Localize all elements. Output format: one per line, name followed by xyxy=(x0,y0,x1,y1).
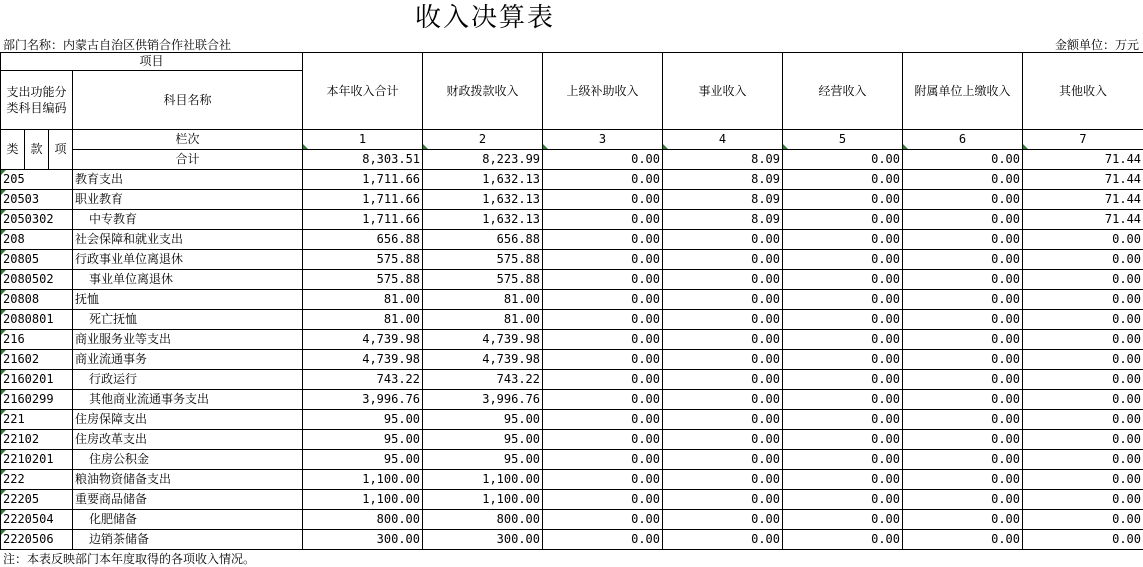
subject-code: 22102 xyxy=(1,430,73,450)
amount-cell: 0.00 xyxy=(543,350,663,370)
amount-cell: 0.00 xyxy=(663,530,783,550)
total-value: 0.00 xyxy=(903,150,1023,170)
total-label: 合计 xyxy=(73,150,303,170)
amount-cell: 1,632.13 xyxy=(423,210,543,230)
amount-cell: 0.00 xyxy=(783,290,903,310)
subject-name: 职业教育 xyxy=(73,190,303,210)
amount-cell: 0.00 xyxy=(783,490,903,510)
amount-cell: 0.00 xyxy=(783,230,903,250)
amount-cell: 800.00 xyxy=(303,510,423,530)
amount-cell: 656.88 xyxy=(423,230,543,250)
table-row xyxy=(1,350,1143,370)
subject-code: 221 xyxy=(1,410,73,430)
page-title: 收入决算表 xyxy=(0,0,970,36)
table-row xyxy=(1,310,1143,330)
amount-cell: 95.00 xyxy=(423,430,543,450)
subject-code: 2220504 xyxy=(1,510,73,530)
amount-cell: 0.00 xyxy=(903,510,1023,530)
amount-cell: 0.00 xyxy=(1023,270,1143,290)
amount-unit: 金额单位：万元 xyxy=(1055,37,1139,53)
amount-cell: 0.00 xyxy=(783,190,903,210)
amount-cell: 0.00 xyxy=(663,330,783,350)
amount-cell: 0.00 xyxy=(1023,370,1143,390)
amount-cell: 0.00 xyxy=(783,410,903,430)
col-number-6: 6 xyxy=(903,130,1023,150)
amount-cell: 1,632.13 xyxy=(423,190,543,210)
table-row xyxy=(1,230,1143,250)
amount-cell: 95.00 xyxy=(303,450,423,470)
table-row xyxy=(1,450,1143,470)
col-number-4: 4 xyxy=(663,130,783,150)
amount-cell: 575.88 xyxy=(423,270,543,290)
header-col-4: 事业收入 xyxy=(663,53,783,130)
table-row xyxy=(1,510,1143,530)
col-number-5: 5 xyxy=(783,130,903,150)
subject-code: 20805 xyxy=(1,250,73,270)
amount-cell: 0.00 xyxy=(543,490,663,510)
subject-code: 21602 xyxy=(1,350,73,370)
amount-cell: 0.00 xyxy=(1023,410,1143,430)
subject-name: 住房公积金 xyxy=(73,450,303,470)
amount-cell: 1,100.00 xyxy=(423,490,543,510)
amount-cell: 0.00 xyxy=(903,230,1023,250)
amount-cell: 81.00 xyxy=(303,290,423,310)
subject-name: 住房改革支出 xyxy=(73,430,303,450)
table-row xyxy=(1,530,1143,550)
amount-cell: 0.00 xyxy=(1023,310,1143,330)
amount-cell: 0.00 xyxy=(783,530,903,550)
amount-cell: 8.09 xyxy=(663,190,783,210)
table-row xyxy=(1,410,1143,430)
amount-cell: 0.00 xyxy=(903,170,1023,190)
subject-name: 教育支出 xyxy=(73,170,303,190)
subject-name: 商业服务业等支出 xyxy=(73,330,303,350)
amount-cell: 800.00 xyxy=(423,510,543,530)
amount-cell: 0.00 xyxy=(543,330,663,350)
amount-cell: 0.00 xyxy=(663,390,783,410)
subject-name: 行政事业单位离退休 xyxy=(73,250,303,270)
total-row xyxy=(1,150,1143,170)
table-row xyxy=(1,470,1143,490)
amount-cell: 95.00 xyxy=(303,430,423,450)
amount-cell: 0.00 xyxy=(1023,430,1143,450)
amount-cell: 0.00 xyxy=(903,430,1023,450)
amount-cell: 95.00 xyxy=(423,410,543,430)
amount-cell: 0.00 xyxy=(543,430,663,450)
amount-cell: 575.88 xyxy=(303,270,423,290)
amount-cell: 4,739.98 xyxy=(303,350,423,370)
amount-cell: 4,739.98 xyxy=(423,330,543,350)
subject-name: 死亡抚恤 xyxy=(73,310,303,330)
amount-cell: 4,739.98 xyxy=(423,350,543,370)
amount-cell: 0.00 xyxy=(1023,490,1143,510)
amount-cell: 0.00 xyxy=(903,270,1023,290)
amount-cell: 0.00 xyxy=(1023,330,1143,350)
subject-name: 化肥储备 xyxy=(73,510,303,530)
amount-cell: 0.00 xyxy=(543,270,663,290)
amount-cell: 0.00 xyxy=(663,270,783,290)
subject-code: 20808 xyxy=(1,290,73,310)
amount-cell: 0.00 xyxy=(903,370,1023,390)
amount-cell: 0.00 xyxy=(663,370,783,390)
table-row xyxy=(1,490,1143,510)
subject-code: 2160201 xyxy=(1,370,73,390)
amount-cell: 0.00 xyxy=(663,450,783,470)
amount-cell: 0.00 xyxy=(783,430,903,450)
amount-cell: 0.00 xyxy=(783,390,903,410)
amount-cell: 0.00 xyxy=(663,430,783,450)
col-number-1: 1 xyxy=(303,130,423,150)
amount-cell: 0.00 xyxy=(783,170,903,190)
amount-cell: 0.00 xyxy=(903,530,1023,550)
amount-cell: 0.00 xyxy=(543,470,663,490)
table-row xyxy=(1,290,1143,310)
amount-cell: 0.00 xyxy=(543,230,663,250)
amount-cell: 71.44 xyxy=(1023,210,1143,230)
amount-cell: 575.88 xyxy=(423,250,543,270)
amount-cell: 95.00 xyxy=(303,410,423,430)
header-col-1: 本年收入合计 xyxy=(303,53,423,130)
amount-cell: 0.00 xyxy=(543,450,663,470)
amount-cell: 656.88 xyxy=(303,230,423,250)
amount-cell: 0.00 xyxy=(543,390,663,410)
amount-cell: 71.44 xyxy=(1023,190,1143,210)
amount-cell: 1,100.00 xyxy=(303,490,423,510)
subject-code: 2080502 xyxy=(1,270,73,290)
subject-code: 2160299 xyxy=(1,390,73,410)
col-number-3: 3 xyxy=(543,130,663,150)
amount-cell: 0.00 xyxy=(1023,450,1143,470)
amount-cell: 0.00 xyxy=(783,250,903,270)
amount-cell: 0.00 xyxy=(663,410,783,430)
income-table xyxy=(0,52,1143,550)
subject-name: 住房保障支出 xyxy=(73,410,303,430)
amount-cell: 0.00 xyxy=(903,190,1023,210)
amount-cell: 0.00 xyxy=(543,250,663,270)
amount-cell: 0.00 xyxy=(903,390,1023,410)
subject-name: 重要商品储备 xyxy=(73,490,303,510)
amount-cell: 0.00 xyxy=(903,250,1023,270)
subject-code: 208 xyxy=(1,230,73,250)
amount-cell: 0.00 xyxy=(783,470,903,490)
amount-cell: 0.00 xyxy=(663,310,783,330)
amount-cell: 0.00 xyxy=(1023,230,1143,250)
amount-cell: 1,711.66 xyxy=(303,210,423,230)
subject-code: 205 xyxy=(1,170,73,190)
subject-name: 行政运行 xyxy=(73,370,303,390)
header-col-7: 其他收入 xyxy=(1023,53,1143,130)
amount-cell: 0.00 xyxy=(663,510,783,530)
amount-cell: 0.00 xyxy=(1023,250,1143,270)
amount-cell: 8.09 xyxy=(663,210,783,230)
subject-code: 216 xyxy=(1,330,73,350)
amount-cell: 81.00 xyxy=(423,310,543,330)
subject-name: 抚恤 xyxy=(73,290,303,310)
amount-cell: 0.00 xyxy=(903,450,1023,470)
header-lei: 类 xyxy=(1,130,25,170)
table-row xyxy=(1,250,1143,270)
subject-name: 事业单位离退休 xyxy=(73,270,303,290)
amount-cell: 0.00 xyxy=(903,350,1023,370)
header-name-column: 科目名称 xyxy=(73,71,303,130)
amount-cell: 0.00 xyxy=(903,410,1023,430)
amount-cell: 0.00 xyxy=(903,290,1023,310)
table-row xyxy=(1,190,1143,210)
amount-cell: 0.00 xyxy=(543,510,663,530)
amount-cell: 0.00 xyxy=(543,290,663,310)
amount-cell: 0.00 xyxy=(1023,510,1143,530)
header-xiang: 项 xyxy=(49,130,73,170)
header-lanci: 栏次 xyxy=(73,130,303,150)
header-project: 项目 xyxy=(1,53,303,71)
subject-code: 22205 xyxy=(1,490,73,510)
amount-cell: 300.00 xyxy=(423,530,543,550)
subject-code: 2220506 xyxy=(1,530,73,550)
amount-cell: 3,996.76 xyxy=(423,390,543,410)
amount-cell: 1,632.13 xyxy=(423,170,543,190)
amount-cell: 1,100.00 xyxy=(423,470,543,490)
amount-cell: 0.00 xyxy=(543,190,663,210)
department-name: 部门名称：内蒙古自治区供销合作社联合社 xyxy=(3,37,231,53)
header-col-6: 附属单位上缴收入 xyxy=(903,53,1023,130)
amount-cell: 0.00 xyxy=(1023,470,1143,490)
amount-cell: 0.00 xyxy=(903,490,1023,510)
amount-cell: 0.00 xyxy=(543,410,663,430)
amount-cell: 1,711.66 xyxy=(303,170,423,190)
col-number-7: 7 xyxy=(1023,130,1143,150)
amount-cell: 0.00 xyxy=(543,170,663,190)
subject-name: 其他商业流通事务支出 xyxy=(73,390,303,410)
table-row xyxy=(1,370,1143,390)
amount-cell: 0.00 xyxy=(663,490,783,510)
amount-cell: 0.00 xyxy=(543,210,663,230)
total-value: 8,303.51 xyxy=(303,150,423,170)
header-col-5: 经营收入 xyxy=(783,53,903,130)
total-value: 0.00 xyxy=(543,150,663,170)
amount-cell: 300.00 xyxy=(303,530,423,550)
subject-code: 20503 xyxy=(1,190,73,210)
amount-cell: 0.00 xyxy=(543,370,663,390)
amount-cell: 71.44 xyxy=(1023,170,1143,190)
table-row xyxy=(1,430,1143,450)
amount-cell: 0.00 xyxy=(543,530,663,550)
header-code-column: 支出功能分类科目编码 xyxy=(1,71,73,130)
amount-cell: 81.00 xyxy=(303,310,423,330)
total-value: 8,223.99 xyxy=(423,150,543,170)
amount-cell: 0.00 xyxy=(903,310,1023,330)
amount-cell: 95.00 xyxy=(423,450,543,470)
subject-name: 粮油物资储备支出 xyxy=(73,470,303,490)
total-value: 8.09 xyxy=(663,150,783,170)
table-row xyxy=(1,210,1143,230)
amount-cell: 0.00 xyxy=(783,370,903,390)
amount-cell: 0.00 xyxy=(663,470,783,490)
amount-cell: 0.00 xyxy=(783,270,903,290)
amount-cell: 0.00 xyxy=(783,310,903,330)
subject-name: 中专教育 xyxy=(73,210,303,230)
amount-cell: 575.88 xyxy=(303,250,423,270)
amount-cell: 0.00 xyxy=(663,250,783,270)
amount-cell: 0.00 xyxy=(783,210,903,230)
subject-name: 边销茶储备 xyxy=(73,530,303,550)
amount-cell: 0.00 xyxy=(1023,290,1143,310)
table-row xyxy=(1,270,1143,290)
amount-cell: 0.00 xyxy=(783,350,903,370)
header-kuan: 款 xyxy=(25,130,49,170)
amount-cell: 0.00 xyxy=(1023,530,1143,550)
amount-cell: 0.00 xyxy=(663,230,783,250)
amount-cell: 0.00 xyxy=(903,470,1023,490)
subject-code: 2080801 xyxy=(1,310,73,330)
amount-cell: 743.22 xyxy=(303,370,423,390)
amount-cell: 0.00 xyxy=(903,330,1023,350)
amount-cell: 81.00 xyxy=(423,290,543,310)
table-row xyxy=(1,390,1143,410)
amount-cell: 3,996.76 xyxy=(303,390,423,410)
table-note: 注：本表反映部门本年度取得的各项收入情况。 xyxy=(3,551,255,567)
amount-cell: 0.00 xyxy=(543,310,663,330)
amount-cell: 0.00 xyxy=(783,330,903,350)
amount-cell: 4,739.98 xyxy=(303,330,423,350)
header-col-3: 上级补助收入 xyxy=(543,53,663,130)
amount-cell: 0.00 xyxy=(663,290,783,310)
header-col-2: 财政拨款收入 xyxy=(423,53,543,130)
amount-cell: 0.00 xyxy=(663,350,783,370)
amount-cell: 8.09 xyxy=(663,170,783,190)
amount-cell: 0.00 xyxy=(1023,350,1143,370)
amount-cell: 1,711.66 xyxy=(303,190,423,210)
subject-code: 2050302 xyxy=(1,210,73,230)
total-value: 0.00 xyxy=(783,150,903,170)
subject-code: 222 xyxy=(1,470,73,490)
subject-name: 商业流通事务 xyxy=(73,350,303,370)
subject-code: 2210201 xyxy=(1,450,73,470)
amount-cell: 0.00 xyxy=(903,210,1023,230)
amount-cell: 1,100.00 xyxy=(303,470,423,490)
amount-cell: 0.00 xyxy=(783,510,903,530)
table-row xyxy=(1,330,1143,350)
amount-cell: 743.22 xyxy=(423,370,543,390)
total-value: 71.44 xyxy=(1023,150,1143,170)
amount-cell: 0.00 xyxy=(783,450,903,470)
table-row xyxy=(1,170,1143,190)
amount-cell: 0.00 xyxy=(1023,390,1143,410)
subject-name: 社会保障和就业支出 xyxy=(73,230,303,250)
col-number-2: 2 xyxy=(423,130,543,150)
